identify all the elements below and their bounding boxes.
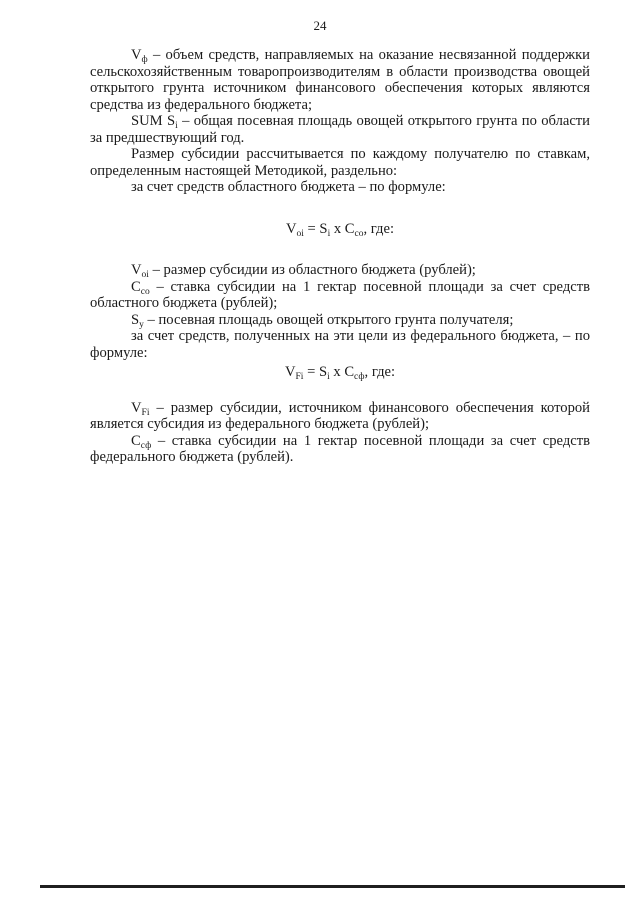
scan-border-line xyxy=(40,885,625,888)
definition-v-fi: $V_{Fi}$ – размер субсидии, источником финансового обеспечения которой является субсидия из федерального бюджета (рублей); xyxy=(90,399,590,432)
symbol: SUM S xyxy=(131,113,176,129)
definition-v-oi: $V_{oi}$ – размер субсидии из областного бюджета (рублей); xyxy=(131,262,476,280)
subscript: ф xyxy=(141,55,148,65)
symbol: V xyxy=(131,47,142,63)
definition-c-co: $C_{co}$ – ставка субсидии на 1 гектар посевной площади за счет средств областного бюджета (рублей); xyxy=(90,278,590,311)
definition-c-sf: $C_{сф}$ – ставка субсидии на 1 гектар посевной площади за счет средств федерального бюджета (рублей). xyxy=(90,432,590,465)
formula-federal: $V_{Fi} = S_i$ x $C_{сф}$, где: xyxy=(284,364,396,382)
document-body xyxy=(90,47,590,466)
definition-sum-s xyxy=(90,113,590,146)
definition-v-f xyxy=(90,47,590,113)
paragraph-regional-budget: за счет средств областного бюджета – по формуле: xyxy=(131,179,446,195)
paragraph-subsidy-size: Размер субсидии рассчитывается по каждому получателю по ставкам, определенным настоящей Методикой, раздельно: xyxy=(90,146,590,179)
definition-text: – общая посевная площадь овощей открытого грунта по области за предшествующий год. xyxy=(90,113,590,146)
formula-regional: $V_{oi} = S_i$ x $C_{co}$, где: xyxy=(285,220,395,239)
paragraph-federal-budget: за счет средств, полученных на эти цели из федерального бюджета, – по формуле: xyxy=(90,328,590,361)
page-number: 24 xyxy=(313,18,327,33)
subscript: i xyxy=(175,121,178,131)
definition-s-y: $S_y$ – посевная площадь овощей открытого грунта получателя; xyxy=(131,311,514,330)
definition-text: – объем средств, направляемых на оказание несвязанной поддержки сельскохозяйственным товаропроизводителям в области производства овощей открытого грунта источником финансового обеспечения которых являются средства из федерального бюджета; xyxy=(90,47,590,113)
